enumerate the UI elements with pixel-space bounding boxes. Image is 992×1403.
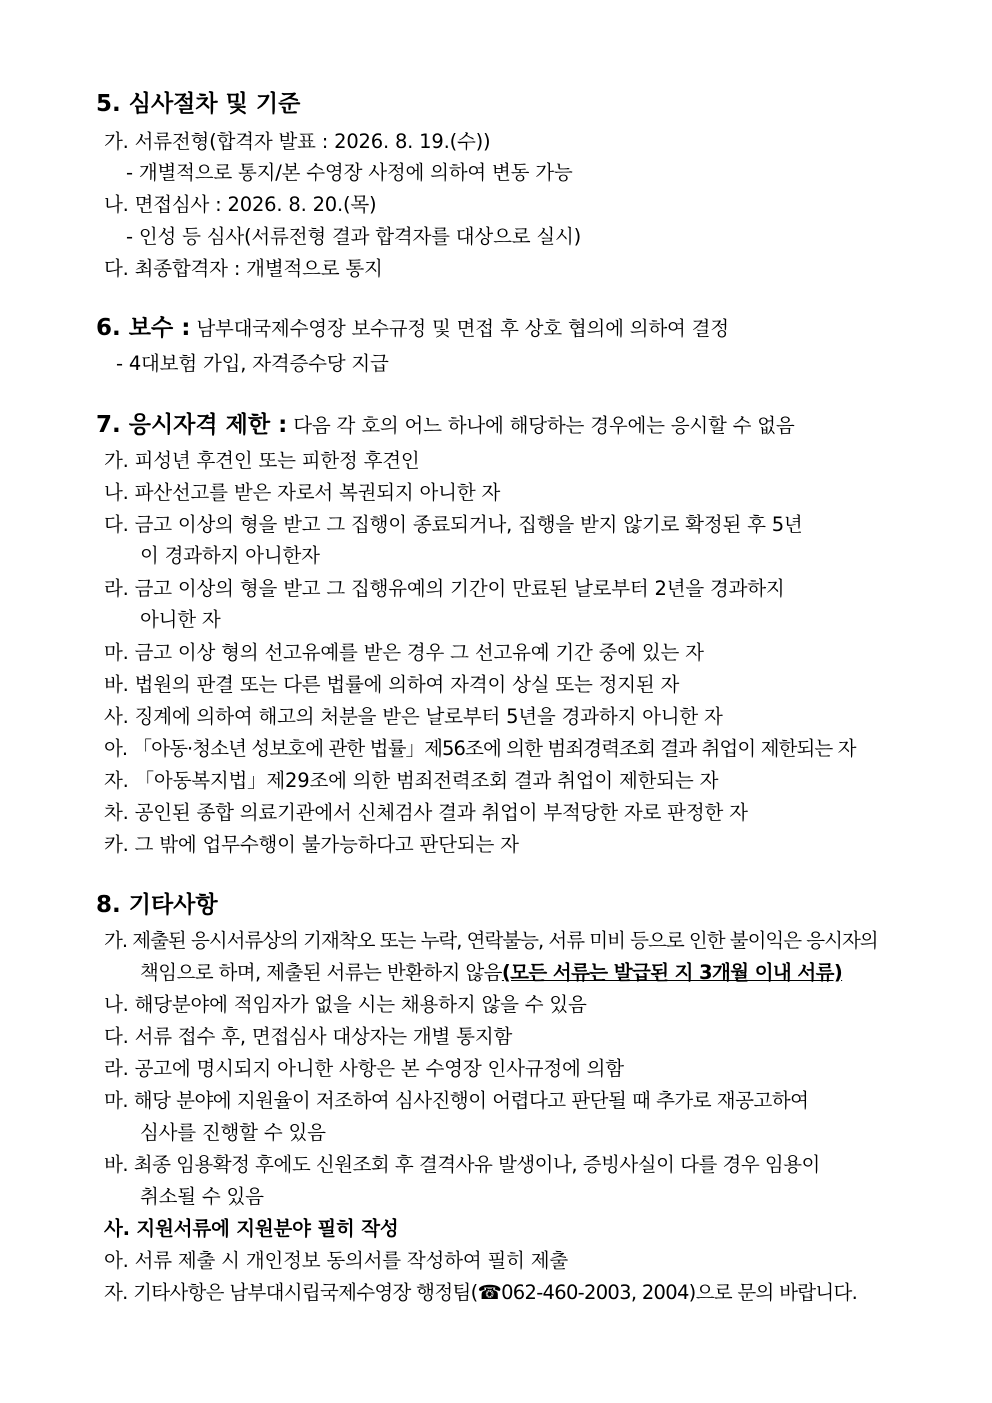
section-8-item-ba: 바. 최종 임용확정 후에도 신원조회 후 결격사유 발생이나, 증빙사실이 다를 경우 임용이	[104, 1153, 820, 1176]
section-7-item-cha: 차. 공인된 종합 의료기관에서 신체검사 결과 취업이 부적당한 자로 판정한 자	[104, 801, 748, 824]
section-7-title: 7. 응시자격 제한 :	[96, 412, 288, 438]
section-6-heading	[96, 316, 729, 341]
section-7-item-ka: 카. 그 밖에 업무수행이 불가능하다고 판단되는 자	[104, 833, 519, 856]
section-7-item-ra-cont: 아니한 자	[140, 608, 221, 631]
section-8-item-ba-cont: 취소될 수 있음	[140, 1185, 264, 1208]
section-7-text: 다음 각 호의 어느 하나에 해당하는 경우에는 응시할 수 없음	[287, 414, 795, 437]
section-7-item-ga: 가. 피성년 후견인 또는 피한정 후견인	[104, 449, 420, 472]
section-8-title: 8. 기타사항	[96, 892, 218, 918]
section-8-item-a: 아. 서류 제출 시 개인정보 동의서를 작성하여 필히 제출	[104, 1249, 569, 1272]
section-7-item-ma: 마. 금고 이상 형의 선고유예를 받은 경우 그 선고유예 기간 중에 있는 자	[104, 641, 704, 664]
section-7-item-na: 나. 파산선고를 받은 자로서 복권되지 아니한 자	[104, 481, 501, 504]
section-8-item-sa: 사. 지원서류에 지원분야 필히 작성	[104, 1217, 399, 1240]
section-6-text: 남부대국제수영장 보수규정 및 면접 후 상호 협의에 의하여 결정	[190, 317, 729, 340]
section-5-item-na-sub: - 인성 등 심사(서류전형 결과 합격자를 대상으로 실시)	[126, 225, 582, 248]
section-7-item-da-cont: 이 경과하지 아니한자	[140, 544, 320, 567]
section-5-item-da: 다. 최종합격자 : 개별적으로 통지	[104, 257, 383, 280]
section-5-item-na: 나. 면접심사 : 2026. 8. 20.(목)	[104, 193, 377, 216]
section-8-item-ga-emphasis: (모든 서류는 발급된 지 3개월 이내 서류)	[501, 961, 843, 984]
section-8-item-ma-cont: 심사를 진행할 수 있음	[140, 1121, 326, 1144]
section-7-item-da: 다. 금고 이상의 형을 받고 그 집행이 종료되거나, 집행을 받지 않기로 확정된 후 5년	[104, 513, 803, 536]
section-5-item-ga-sub: - 개별적으로 통지/본 수영장 사정에 의하여 변동 가능	[126, 161, 573, 184]
section-8-item-ga-cont-text: 책임으로 하며, 제출된 서류는 반환하지 않음	[140, 961, 502, 984]
section-7-item-ja: 자. 「아동복지법」제29조에 의한 범죄전력조회 결과 취업이 제한되는 자	[104, 769, 719, 792]
section-5-title: 5. 심사절차 및 기준	[96, 91, 301, 117]
section-8-item-na: 나. 해당분야에 적임자가 없을 시는 채용하지 않을 수 있음	[104, 993, 587, 1016]
section-8-item-ma: 마. 해당 분야에 지원율이 저조하여 심사진행이 어렵다고 판단될 때 추가로 재공고하여	[104, 1089, 809, 1112]
section-8-item-ga: 가. 제출된 응시서류상의 기재착오 또는 누락, 연락불능, 서류 미비 등으로 인한 불이익은 응시자의	[104, 929, 878, 952]
section-7-item-a: 아. 「아동·청소년 성보호에 관한 법률」제56조에 의한 범죄경력조회 결과 취업이 제한되는 자	[104, 737, 856, 760]
section-8-item-ra: 라. 공고에 명시되지 아니한 사항은 본 수영장 인사규정에 의함	[104, 1057, 624, 1080]
section-7-heading	[96, 413, 795, 438]
section-5-item-ga: 가. 서류전형(합격자 발표 : 2026. 8. 19.(수))	[104, 130, 491, 153]
section-6-title: 6. 보수 :	[96, 315, 191, 341]
section-7-item-ba: 바. 법원의 판결 또는 다른 법률에 의하여 자격이 상실 또는 정지된 자	[104, 673, 680, 696]
section-8-item-da: 다. 서류 접수 후, 면접심사 대상자는 개별 통지함	[104, 1025, 513, 1048]
section-6-sub: - 4대보험 가입, 자격증수당 지급	[116, 352, 389, 375]
section-8-item-ja: 자. 기타사항은 남부대시립국제수영장 행정팀(☎062-460-2003, 2004)으로 문의 바랍니다.	[104, 1281, 858, 1304]
section-8-item-ga-cont	[140, 961, 842, 985]
section-7-item-ra: 라. 금고 이상의 형을 받고 그 집행유예의 기간이 만료된 날로부터 2년을 경과하지	[104, 577, 785, 600]
section-7-item-sa: 사. 징계에 의하여 해고의 처분을 받은 날로부터 5년을 경과하지 아니한 자	[104, 705, 723, 728]
